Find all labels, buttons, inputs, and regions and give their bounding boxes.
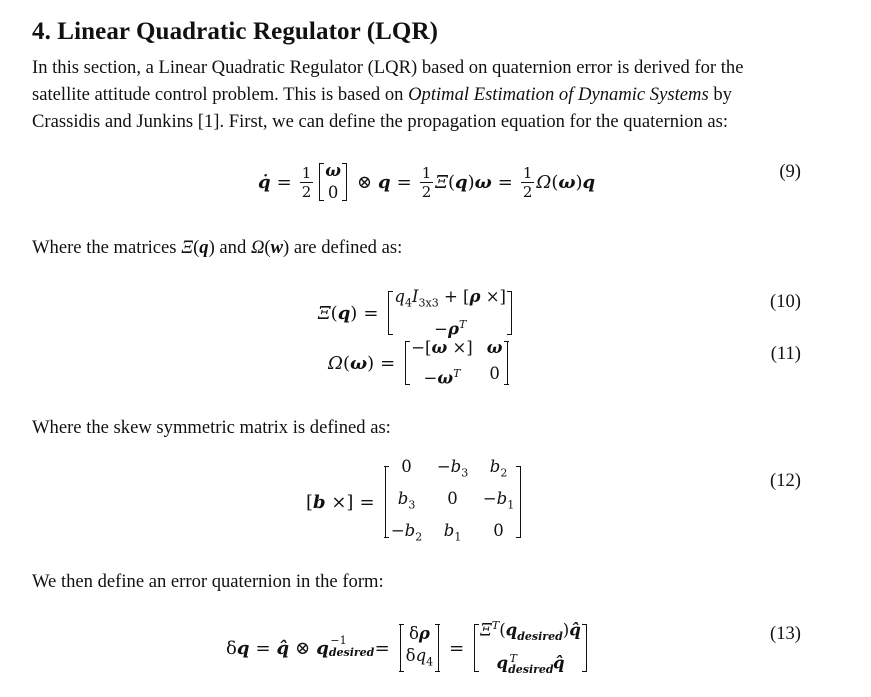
intro-line-3: Crassidis and Junkins [1]. First, we can define the propagation equation for the quaternion as:: [32, 111, 729, 132]
section-title: 4. Linear Quadratic Regulator (LQR): [32, 18, 439, 45]
equation-number-10: (10): [770, 291, 801, 312]
equation-number-9: (9): [779, 161, 801, 182]
equation-13: δ q = q̂ ⊗ q $_{desired}$ $^{-1}$ = δρ $\delta q_4$ = $\Xi^T(q_{desired})q̂$ $q_{desired}^T$ q̂: [226, 622, 591, 674]
equation-12: [ b ×] = 0 $-b_3$ $b_2$ $b_3$ 0 $-b_1$ $-b_2$ $b_1$ 0: [306, 464, 525, 540]
intro-line-1: In this section, a Linear Quadratic Regulator (LQR) based on quaternion error is derived for the: [32, 57, 744, 78]
paragraph-intro: [32, 54, 743, 135]
equation-11: Ω ( ω ) = −[ω ×] ω $-\omega^T$ 0: [328, 340, 512, 386]
equation-number-12: (12): [770, 470, 801, 491]
paragraph-error-quaternion: We then define an error quaternion in the form:: [32, 571, 384, 592]
equation-number-13: (13): [770, 623, 801, 644]
paragraph-matrices: Where the matrices Ξ(q) and Ω(w) are defined as:: [32, 237, 403, 258]
book-title: Optimal Estimation of Dynamic Systems: [408, 84, 709, 105]
equation-9: q̇ = $\frac{1}{2}$ ω 0 ⊗ q = $\frac{1}{2}$ Ξ ( q ) ω = $\frac{1}{2}$ Ω ( ω ) q: [258, 161, 596, 202]
intro-line-2: satellite attitude control problem. This is based on Optimal Estimation of Dynamic Systems by: [32, 84, 732, 105]
equation-number-11: (11): [770, 343, 801, 364]
equation-10: Ξ ( q ) = $q_4I_{3x3} + [\rho$ ×] $-\rho^T$: [318, 290, 516, 336]
paragraph-skew: Where the skew symmetric matrix is defined as:: [32, 417, 391, 438]
